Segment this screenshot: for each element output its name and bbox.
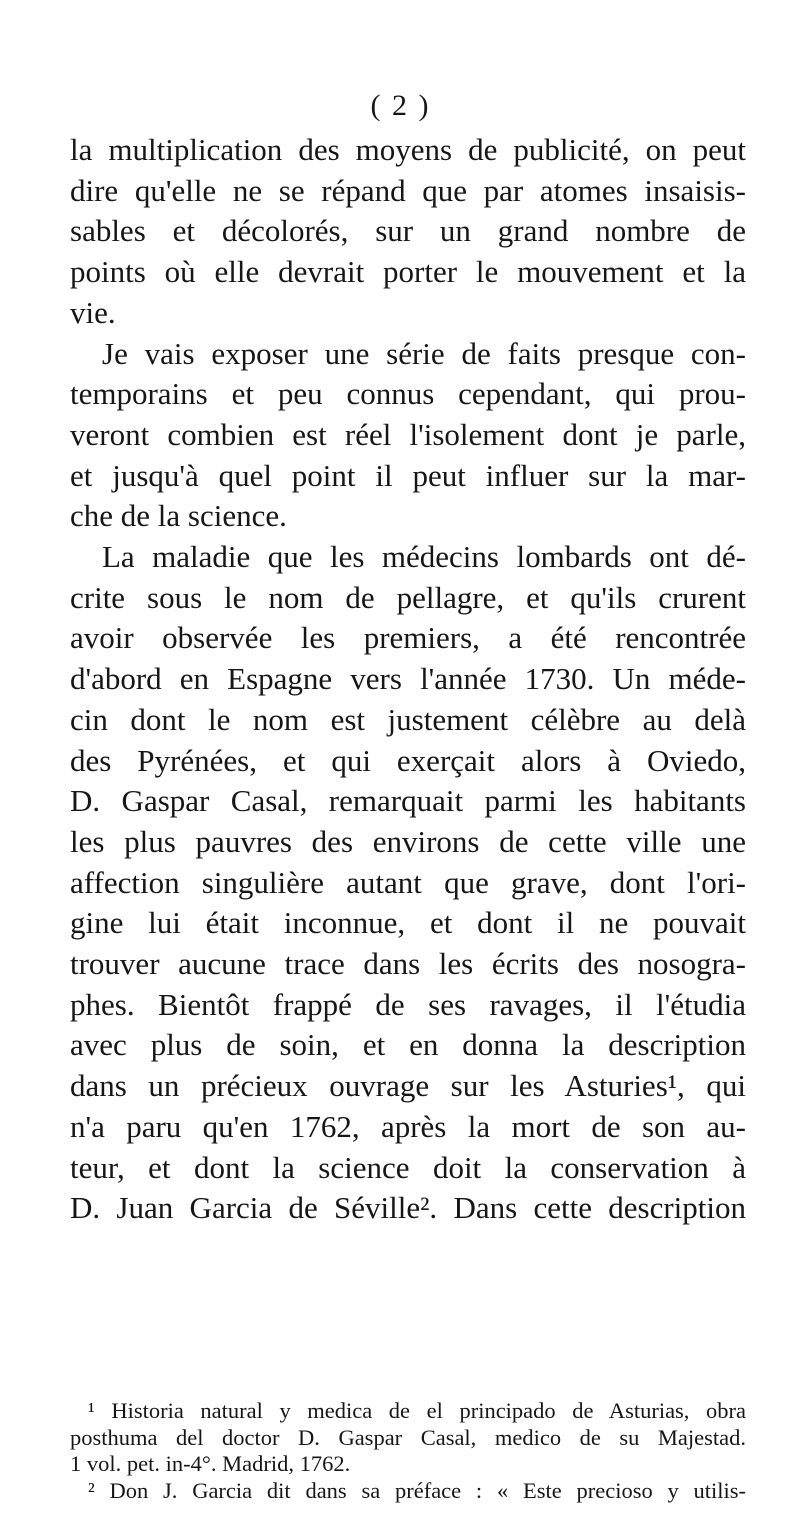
text-line: cin dont le nom est justement célèbre au delà [70,701,746,737]
text-line: che de la science. [70,498,287,534]
footnote-line: ² Don J. Garcia dit dans sa préface : « Este precioso y utilis- [88,1477,746,1503]
text-line: les plus pauvres des environs de cette ville une [70,823,746,859]
text-line: avoir observée les premiers, a été rencontrée [70,620,746,656]
text-line: crite sous le nom de pellagre, et qu'ils crurent [70,579,746,615]
text-line: la multiplication des moyens de publicité, on peut [70,132,746,167]
body-text [70,130,746,1229]
footnote-line: posthuma del doctor D. Gaspar Casal, medico de su Majestad. [70,1424,746,1450]
footnote-line: 1 vol. pet. in-4°. Madrid, 1762. [70,1451,351,1476]
text-line: n'a paru qu'en 1762, après la mort de son au- [70,1108,746,1144]
text-line: D. Juan Garcia de Séville². Dans cette description [70,1190,746,1226]
page-number: ( 2 ) [370,89,431,122]
text-line: et jusqu'à quel point il peut influer sur la mar- [70,457,746,493]
text-line: avec plus de soin, et en donna la description [70,1027,746,1063]
text-line: sables et décolorés, sur un grand nombre de [70,213,746,249]
footnotes [70,1398,746,1504]
text-line: trouver aucune trace dans les écrits des nosogra- [70,946,746,982]
text-line: teur, et dont la science doit la conservation à [70,1149,746,1185]
footnote-line: ¹ Historia natural y medica de el principado de Asturias, obra [88,1398,746,1423]
text-line: La maladie que les médecins lombards ont dé- [102,539,746,575]
text-line: D. Gaspar Casal, remarquait parmi les habitants [70,783,746,819]
text-line: veront combien est réel l'isolement dont je parle, [70,416,746,452]
text-line: phes. Bientôt frappé de ses ravages, il l'étudia [70,986,746,1022]
text-line: vie. [70,294,116,330]
text-line: Je vais exposer une série de faits presque con- [102,335,746,371]
text-line: gine lui était inconnue, et dont il ne pouvait [70,905,746,941]
text-line: d'abord en Espagne vers l'année 1730. Un méde- [70,661,746,697]
text-line: temporains et peu connus cependant, qui prou- [70,376,746,412]
text-line: dans un précieux ouvrage sur les Asturies¹, qui [70,1068,746,1104]
text-line: affection singulière autant que grave, dont l'ori- [70,864,746,900]
text-line: des Pyrénées, et qui exerçait alors à Oviedo, [70,742,746,778]
text-line: dire qu'elle ne se répand que par atomes insaisis- [70,172,746,208]
text-line: points où elle devrait porter le mouvement et la [70,254,746,290]
